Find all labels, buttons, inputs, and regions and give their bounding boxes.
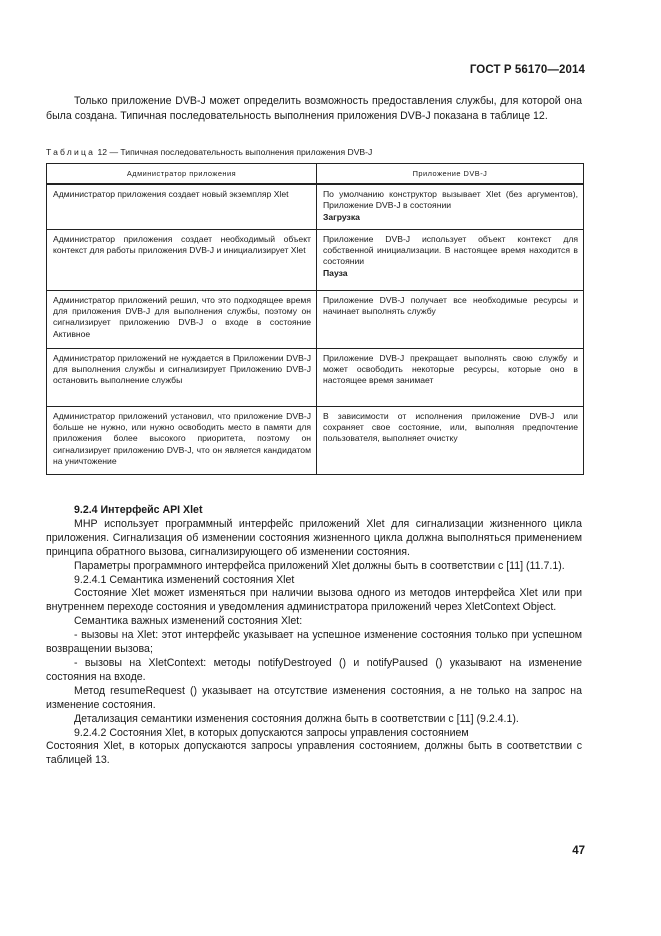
table-cell-manager: Администратор приложений не нуждается в Приложении DVB-J для выполнения службы и сигнализирует Приложению DVB-J остановить выполнение службы [47, 348, 317, 406]
table-cell-dvbj: Приложение DVB-J получает все необходимые ресурсы и начинает выполнять службу [317, 290, 584, 348]
table-cell-manager: Администратор приложения создает необходимый объект контекст для работы приложения DVB-J и инициализирует Xlet [47, 229, 317, 290]
table-cell-dvbj [317, 184, 584, 229]
section-heading: 9.2.4 Интерфейс API Xlet [74, 504, 203, 516]
document-id: ГОСТ Р 56170—2014 [469, 64, 585, 76]
body-paragraph: Состояния Xlet, в которых допускаются запросы управления состоянием, должны быть в соответствии с таблицей 13. [46, 740, 582, 767]
body-paragraph: Метод resumeRequest () указывает на отсутствие изменения состояния, а не только на запрос на изменение состояния. [46, 684, 582, 711]
table-caption-title: 12 — Типичная последовательность выполнения приложения DVB-J [95, 147, 373, 157]
body-paragraph: МНР использует программный интерфейс приложений Xlet для сигнализации жизненного цикла приложения. Сигнализация об изменении состояния жизненного цикла должна выполняться применением принципа обратного вызова, сигнализирующего об изменении состояния. [46, 517, 582, 558]
column-header-dvbj: Приложение DVB-J [317, 164, 584, 185]
body-paragraph: Состояние Xlet может изменяться при наличии вызова одного из методов интерфейса Xlet или при внутреннем переходе состояния и уведомления администратора приложений через XletContext Object. [46, 587, 582, 614]
state-label: Пауза [323, 267, 348, 278]
body-paragraph: Семантика важных изменений состояния Xlet: [74, 615, 303, 628]
table-caption-label: Таблица [46, 147, 96, 157]
subsection-title: 9.2.4.1 Семантика изменений состояния Xlet [74, 573, 295, 586]
table-caption [46, 147, 586, 157]
table-cell-manager: Администратор приложения создает новый экземпляр Xlet [47, 184, 317, 229]
list-item: - вызовы на Xlet: этот интерфейс указывает на успешное изменение состояния только при успешном возвращении вызова; [46, 629, 582, 656]
table-row [47, 348, 584, 406]
table-cell-dvbj: В зависимости от исполнения приложение DVB-J или сохраняет свое состояние, или, выполняя предпочтение пользователя, выполняет очистку [317, 406, 584, 474]
column-header-manager: Администратор приложения [47, 164, 317, 185]
state-label: Загрузка [323, 211, 360, 222]
page-number: 47 [572, 845, 585, 857]
body-paragraph: Детализация семантики изменения состояния должна быть в соответствии с [11] (9.2.4.1). [74, 712, 519, 725]
cell-text: По умолчанию конструктор вызывает Xlet (без аргументов), Приложение DVB-J в состоянии [323, 189, 578, 211]
table-header-row [47, 164, 584, 185]
table-row [47, 184, 584, 229]
sequence-table [46, 163, 584, 475]
table-row [47, 406, 584, 474]
cell-text: Приложение DVB-J использует объект контекст для собственной инициализации. В настоящее время находится в состоянии [323, 233, 578, 267]
body-paragraph: Параметры программного интерфейса приложений Xlet должны быть в соответствии с [11] (11.7.1). [74, 559, 565, 572]
table-cell-manager: Администратор приложений установил, что приложение DVB-J больше не нужно, или нужно освободить место в памяти для приложения более высокого приоритета, поэтому он сигнализирует приложению DVB-J, что он является кандидатом на уничтожение [47, 406, 317, 474]
intro-paragraph: Только приложение DVB-J может определить возможность предоставления службы, для которой она была создана. Типичная последовательность выполнения приложения DVB-J показана в таблице 12. [46, 95, 582, 123]
table-row [47, 229, 584, 290]
table-cell-dvbj: Приложение DVB-J прекращает выполнять свою службу и может освободить некоторые ресурсы, которые оно в настоящее время занимает [317, 348, 584, 406]
table-cell-manager: Администратор приложений решил, что это подходящее время для приложения DVB-J для выполнения службы, поэтому он сигнализирует приложению DVB-J о входе в состояние Активное [47, 290, 317, 348]
subsection-title: 9.2.4.2 Состояния Xlet, в которых допускаются запросы управления состоянием [74, 726, 469, 739]
list-item: - вызовы на XletContext: методы notifyDestroyed () и notifyPaused () указывают на изменение состояния на входе. [46, 656, 582, 683]
section-9-2-4 [46, 504, 582, 768]
table-cell-dvbj [317, 229, 584, 290]
table-row [47, 290, 584, 348]
